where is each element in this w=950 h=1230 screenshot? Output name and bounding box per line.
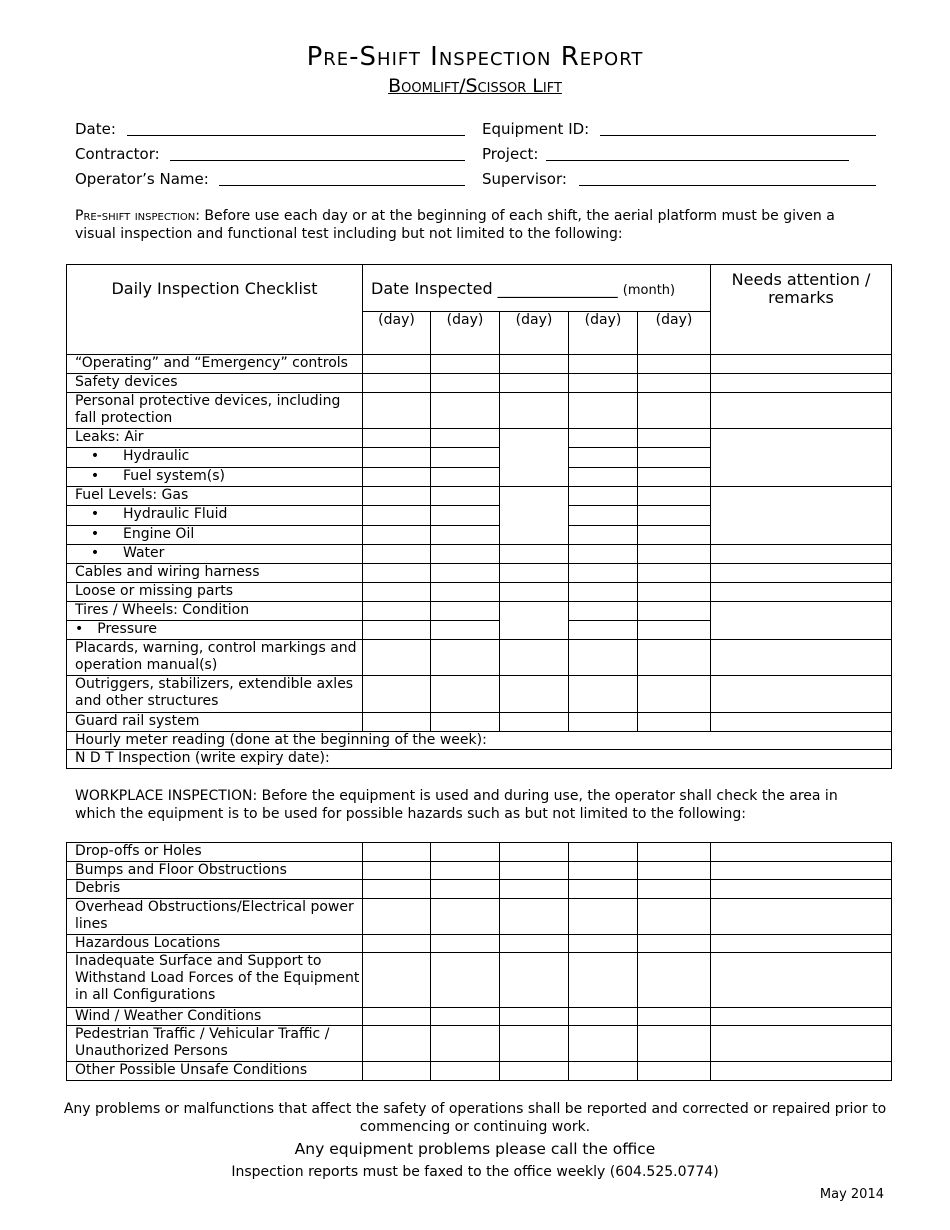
table-row [67, 640, 892, 676]
hazard-label: Drop-offs or Holes [67, 843, 363, 862]
call-office-text: Any equipment problems please call the office [294, 1140, 656, 1158]
check-cell[interactable] [569, 953, 638, 1008]
check-cell[interactable] [363, 448, 431, 468]
bullet-icon: • [90, 468, 100, 484]
col-checklist-header: Daily Inspection Checklist [67, 265, 363, 355]
check-cell[interactable] [638, 526, 711, 545]
check-cell[interactable] [569, 355, 638, 374]
check-cell[interactable] [431, 843, 500, 862]
preshift-instructions [75, 208, 875, 243]
check-cell[interactable] [500, 602, 569, 640]
table-row [67, 862, 892, 880]
check-cell[interactable] [431, 355, 500, 374]
remarks-cell[interactable] [711, 953, 892, 1008]
remarks-cell[interactable] [711, 602, 892, 640]
check-cell[interactable] [569, 374, 638, 393]
check-cell[interactable] [363, 355, 431, 374]
item-label: Cables and wiring harness [67, 564, 363, 583]
check-cell[interactable] [431, 564, 500, 583]
check-cell[interactable] [500, 843, 569, 862]
check-cell[interactable] [638, 1062, 711, 1081]
check-cell[interactable] [569, 899, 638, 935]
table-row [67, 676, 892, 713]
item-label: Safety devices [67, 374, 363, 393]
table-row [67, 935, 892, 953]
table-row [67, 429, 892, 448]
col-remarks-header: Needs attention / remarks [711, 265, 892, 312]
equipment-id-label: Equipment ID: [482, 120, 590, 138]
item-label: • Fuel system(s) [67, 468, 363, 487]
check-cell[interactable] [569, 448, 638, 468]
remarks-cell[interactable] [711, 935, 892, 953]
check-cell[interactable] [638, 393, 711, 429]
page-subtitle: Boomlift/Scissor Lift [388, 75, 562, 97]
check-cell[interactable] [363, 506, 431, 526]
workplace-lead: WORKPLACE INSPECTION: [75, 788, 258, 804]
remarks-cell[interactable] [711, 1008, 892, 1026]
check-cell[interactable] [500, 545, 569, 564]
check-cell[interactable] [500, 1026, 569, 1062]
contractor-field[interactable] [75, 144, 465, 164]
check-cell[interactable] [363, 862, 431, 880]
hazard-label: Debris [67, 880, 363, 899]
check-cell[interactable] [431, 468, 500, 487]
item-label: Personal protective devices, including fall protection [67, 393, 363, 429]
hazard-label: Hazardous Locations [67, 935, 363, 953]
check-cell[interactable] [500, 355, 569, 374]
check-cell[interactable] [638, 545, 711, 564]
check-cell[interactable] [638, 564, 711, 583]
check-cell[interactable] [638, 843, 711, 862]
supervisor-label: Supervisor: [482, 170, 567, 188]
workplace-table [66, 842, 892, 1081]
check-cell[interactable] [363, 393, 431, 429]
workplace-instructions [75, 788, 875, 823]
check-cell[interactable] [363, 1008, 431, 1026]
equipment-id-field[interactable] [482, 119, 876, 139]
check-cell[interactable] [363, 1062, 431, 1081]
hazard-label: Other Possible Unsafe Conditions [67, 1062, 363, 1081]
check-cell[interactable] [431, 429, 500, 448]
check-cell[interactable] [363, 713, 431, 732]
check-cell[interactable] [363, 429, 431, 448]
check-cell[interactable] [638, 713, 711, 732]
check-cell[interactable] [431, 526, 500, 545]
check-cell[interactable] [569, 602, 638, 621]
ndt-inspection-cell[interactable]: N D T Inspection (write expiry date): [67, 750, 892, 769]
check-cell[interactable] [500, 899, 569, 935]
day-header: (day) [363, 312, 431, 355]
table-row [67, 843, 892, 862]
check-cell[interactable] [569, 676, 638, 713]
check-cell[interactable] [638, 621, 711, 640]
check-cell[interactable] [431, 935, 500, 953]
check-cell[interactable] [638, 583, 711, 602]
check-cell[interactable] [569, 506, 638, 526]
check-cell[interactable] [638, 487, 711, 506]
table-row [67, 374, 892, 393]
table-row [67, 899, 892, 935]
check-cell[interactable] [638, 899, 711, 935]
supervisor-field[interactable] [482, 169, 876, 189]
remarks-cell[interactable] [711, 862, 892, 880]
remarks-cell[interactable] [711, 843, 892, 862]
table-row [67, 713, 892, 732]
check-cell[interactable] [569, 1008, 638, 1026]
remarks-cell[interactable] [711, 880, 892, 899]
item-label: Leaks: Air [67, 429, 363, 448]
check-cell[interactable] [363, 1026, 431, 1062]
check-cell[interactable] [363, 880, 431, 899]
remarks-cell[interactable] [711, 899, 892, 935]
check-cell[interactable] [569, 880, 638, 899]
remarks-cell[interactable] [711, 429, 892, 487]
check-cell[interactable] [431, 676, 500, 713]
date-field[interactable] [75, 119, 465, 139]
check-cell[interactable] [500, 862, 569, 880]
project-label: Project: [482, 145, 539, 163]
check-cell[interactable] [500, 676, 569, 713]
table-row [67, 880, 892, 899]
remarks-cell[interactable] [711, 374, 892, 393]
table-row [67, 487, 892, 506]
operator-label: Operator’s Name: [75, 170, 209, 188]
bullet-icon: • [90, 448, 100, 464]
check-cell[interactable] [638, 640, 711, 676]
check-cell[interactable] [363, 487, 431, 506]
check-cell[interactable] [638, 429, 711, 448]
check-cell[interactable] [638, 676, 711, 713]
check-cell[interactable] [569, 621, 638, 640]
item-label: Placards, warning, control markings and operation manual(s) [67, 640, 363, 676]
table-row [67, 355, 892, 374]
safety-notice: Any problems or malfunctions that affect the safety of operations shall be reported and corrected or repaired prior to commencing or continuing work. [63, 1101, 887, 1135]
check-cell[interactable] [500, 429, 569, 487]
check-cell[interactable] [569, 487, 638, 506]
project-field[interactable] [482, 144, 849, 164]
check-cell[interactable] [431, 583, 500, 602]
remarks-cell[interactable] [711, 1062, 892, 1081]
item-label: “Operating” and “Emergency” controls [67, 355, 363, 374]
check-cell[interactable] [431, 374, 500, 393]
check-cell[interactable] [431, 545, 500, 564]
check-cell[interactable] [638, 953, 711, 1008]
operator-field[interactable] [75, 169, 465, 189]
table-row [67, 583, 892, 602]
check-cell[interactable] [363, 621, 431, 640]
bullet-icon: • [90, 545, 100, 561]
check-cell[interactable] [638, 374, 711, 393]
bullet-icon: • [90, 506, 100, 522]
check-cell[interactable] [500, 1008, 569, 1026]
check-cell[interactable] [431, 640, 500, 676]
check-cell[interactable] [638, 448, 711, 468]
remarks-cell[interactable] [711, 1026, 892, 1062]
check-cell[interactable] [363, 953, 431, 1008]
check-cell[interactable] [431, 506, 500, 526]
check-cell[interactable] [500, 393, 569, 429]
check-cell[interactable] [638, 1026, 711, 1062]
check-cell[interactable] [363, 374, 431, 393]
item-label: Loose or missing parts [67, 583, 363, 602]
page-title: Pre-Shift Inspection Report [306, 42, 644, 72]
day-header: (day) [638, 312, 711, 355]
table-row [67, 1008, 892, 1026]
check-cell[interactable] [431, 487, 500, 506]
check-cell[interactable] [500, 374, 569, 393]
table-row [67, 564, 892, 583]
check-cell[interactable] [363, 564, 431, 583]
remarks-cell[interactable] [711, 355, 892, 374]
check-cell[interactable] [431, 602, 500, 621]
item-label: Outriggers, stabilizers, extendible axles and other structures [67, 676, 363, 713]
item-label: Fuel Levels: Gas [67, 487, 363, 506]
item-label: • Engine Oil [67, 526, 363, 545]
item-label: • Water [67, 545, 363, 564]
contractor-label: Contractor: [75, 145, 160, 163]
check-cell[interactable] [638, 880, 711, 899]
check-cell[interactable] [500, 953, 569, 1008]
check-cell[interactable] [500, 880, 569, 899]
check-cell[interactable] [638, 602, 711, 621]
check-cell[interactable] [500, 487, 569, 545]
check-cell[interactable] [431, 621, 500, 640]
check-cell[interactable] [569, 545, 638, 564]
remarks-cell[interactable] [711, 583, 892, 602]
check-cell[interactable] [431, 862, 500, 880]
check-cell[interactable] [638, 506, 711, 526]
table-row [67, 1026, 892, 1062]
date-inspected-label: Date Inspected _______________ [371, 278, 618, 298]
check-cell[interactable] [569, 526, 638, 545]
remarks-cell[interactable] [711, 487, 892, 545]
check-cell[interactable] [569, 429, 638, 448]
check-cell[interactable] [569, 1062, 638, 1081]
check-cell[interactable] [569, 843, 638, 862]
check-cell[interactable] [363, 935, 431, 953]
hazard-label: Inadequate Surface and Support to Withstand Load Forces of the Equipment in all Configurations [67, 953, 363, 1008]
hazard-label: Bumps and Floor Obstructions [67, 862, 363, 880]
day-header: (day) [569, 312, 638, 355]
table-row [67, 393, 892, 429]
check-cell[interactable] [638, 1008, 711, 1026]
hourly-meter-cell[interactable]: Hourly meter reading (done at the beginning of the week): [67, 732, 892, 750]
check-cell[interactable] [431, 899, 500, 935]
check-cell[interactable] [500, 935, 569, 953]
check-cell[interactable] [569, 393, 638, 429]
check-cell[interactable] [431, 393, 500, 429]
item-label: Tires / Wheels: Condition [67, 602, 363, 621]
preshift-lead: Pre-shift inspection: [75, 208, 200, 224]
hazard-label: Overhead Obstructions/Electrical power lines [67, 899, 363, 935]
check-cell[interactable] [363, 640, 431, 676]
check-cell[interactable] [569, 935, 638, 953]
check-cell[interactable] [431, 880, 500, 899]
remarks-cell[interactable] [711, 545, 892, 564]
check-cell[interactable] [638, 468, 711, 487]
check-cell[interactable] [431, 953, 500, 1008]
check-cell[interactable] [431, 448, 500, 468]
check-cell[interactable] [638, 862, 711, 880]
check-cell[interactable] [363, 583, 431, 602]
daily-checklist-table [66, 264, 892, 769]
remarks-cell[interactable] [711, 640, 892, 676]
day-header: (day) [431, 312, 500, 355]
remarks-cell[interactable] [711, 393, 892, 429]
check-cell[interactable] [569, 713, 638, 732]
check-cell[interactable] [363, 899, 431, 935]
check-cell[interactable] [431, 713, 500, 732]
check-cell[interactable] [363, 843, 431, 862]
table-row [67, 750, 892, 769]
check-cell[interactable] [500, 564, 569, 583]
check-cell[interactable] [500, 1062, 569, 1081]
table-row [67, 602, 892, 621]
remarks-cell[interactable] [711, 713, 892, 732]
check-cell[interactable] [500, 713, 569, 732]
check-cell[interactable] [569, 640, 638, 676]
remarks-cell[interactable] [711, 676, 892, 713]
item-label: Guard rail system [67, 713, 363, 732]
workplace-text: Before the equipment is used and during use, the operator shall check the area in which the equipment is to be used for possible hazards such as but not limited to the following: [75, 788, 838, 822]
check-cell[interactable] [363, 602, 431, 621]
check-cell[interactable] [638, 355, 711, 374]
item-label: • Hydraulic [67, 448, 363, 468]
item-label: • Pressure [67, 621, 363, 640]
check-cell[interactable] [431, 1008, 500, 1026]
table-row [67, 732, 892, 750]
check-cell[interactable] [638, 935, 711, 953]
check-cell[interactable] [569, 1026, 638, 1062]
table-row [67, 545, 892, 564]
day-header: (day) [500, 312, 569, 355]
bullet-icon: • [90, 526, 100, 542]
date-label: Date: [75, 120, 116, 138]
check-cell[interactable] [363, 526, 431, 545]
col-date-header [363, 265, 711, 312]
check-cell[interactable] [363, 676, 431, 713]
check-cell[interactable] [431, 1026, 500, 1062]
revision-date: May 2014 [819, 1187, 884, 1202]
check-cell[interactable] [431, 1062, 500, 1081]
table-row [67, 953, 892, 1008]
preshift-text: Before use each day or at the beginning of each shift, the aerial platform must be given a visual inspection and functional test including but not limited to the following: [75, 208, 835, 242]
table-row [67, 1062, 892, 1081]
check-cell[interactable] [569, 564, 638, 583]
check-cell[interactable] [500, 583, 569, 602]
check-cell[interactable] [363, 468, 431, 487]
hazard-label: Wind / Weather Conditions [67, 1008, 363, 1026]
month-label: (month) [622, 282, 676, 298]
check-cell[interactable] [569, 468, 638, 487]
bullet-icon: • [75, 621, 84, 637]
check-cell[interactable] [500, 640, 569, 676]
remarks-cell[interactable] [711, 564, 892, 583]
item-label: • Hydraulic Fluid [67, 506, 363, 526]
hazard-label: Pedestrian Traffic / Vehicular Traffic / Unauthorized Persons [67, 1026, 363, 1062]
fax-instructions: Inspection reports must be faxed to the office weekly (604.525.0774) [231, 1164, 719, 1180]
check-cell[interactable] [569, 862, 638, 880]
check-cell[interactable] [363, 545, 431, 564]
check-cell[interactable] [569, 583, 638, 602]
